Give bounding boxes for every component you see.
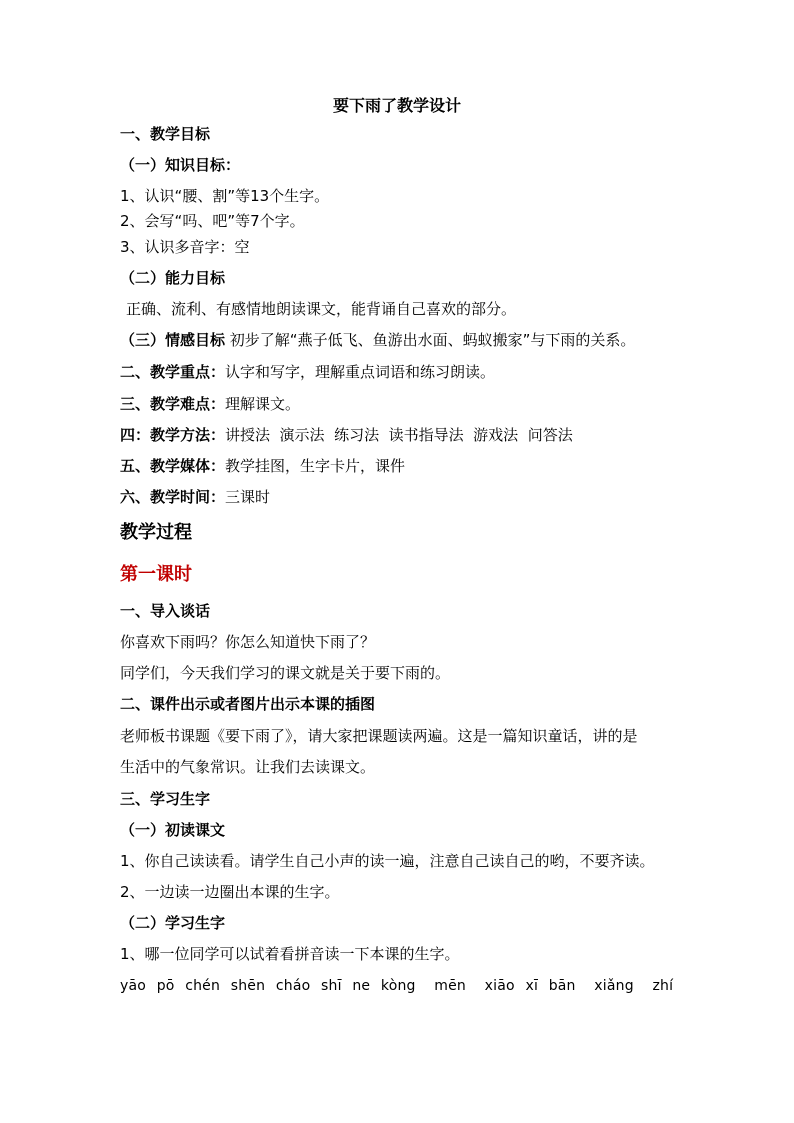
difficulty-text: 理解课文。 bbox=[225, 395, 301, 413]
ability-text: 正确、流利、有感情地朗读课文，能背诵自己喜欢的部分。 bbox=[126, 300, 517, 318]
intro-line-1: 你喜欢下雨吗？你怎么知道快下雨了？ bbox=[120, 633, 376, 651]
key-points-label: 二、教学重点： bbox=[120, 363, 226, 381]
subheading-emotion: （三）情感目标 bbox=[120, 331, 226, 349]
knowledge-item-3: 3、认识多音字：空 bbox=[120, 238, 250, 256]
key-points-line bbox=[120, 362, 495, 382]
illustration-line-2: 生活中的气象常识。让我们去读课文。 bbox=[120, 758, 376, 776]
pinyin-syllable: kòng bbox=[380, 978, 416, 994]
reading-item-2: 2、一边读一边圈出本课的生字。 bbox=[120, 883, 340, 901]
time-line bbox=[120, 487, 270, 507]
subheading-knowledge: （一）知识目标： bbox=[120, 156, 241, 174]
pinyin-syllable: bān bbox=[548, 978, 576, 994]
document-title: 要下雨了教学设计 bbox=[332, 96, 461, 115]
subheading-ability: （二）能力目标 bbox=[120, 269, 226, 287]
methods-label: 四：教学方法： bbox=[120, 426, 226, 444]
knowledge-item-1: 1、认识“腰、割”等13个生字。 bbox=[120, 187, 330, 205]
learn-chars-item-1: 1、哪一位同学可以试着看拼音读一下本课的生字。 bbox=[120, 945, 460, 963]
emotion-text: 初步了解“燕子低飞、鱼游出水面、蚂蚁搬家”与下雨的关系。 bbox=[229, 331, 636, 349]
pinyin-syllable: shī bbox=[321, 978, 342, 994]
time-text: 三课时 bbox=[225, 488, 271, 506]
emotion-goal-line bbox=[120, 330, 635, 350]
learn-chars-heading: 三、学习生字 bbox=[120, 790, 211, 808]
media-line bbox=[120, 456, 405, 476]
media-text: 教学挂图，生字卡片，课件 bbox=[225, 457, 406, 475]
first-reading-subheading: （一）初读课文 bbox=[120, 821, 226, 839]
reading-item-1: 1、你自己读读看。请学生自己小声的读一遍，注意自己读自己的哟，不要齐读。 bbox=[120, 852, 655, 870]
pinyin-syllable: cháo bbox=[275, 978, 311, 994]
methods-text: 讲授法 演示法 练习法 读书指导法 游戏法 问答法 bbox=[225, 426, 573, 444]
pinyin-syllable: ne bbox=[352, 978, 371, 994]
pinyin-syllable: chén bbox=[185, 978, 221, 994]
knowledge-item-2: 2、会写“吗、吧”等7个字。 bbox=[120, 212, 305, 230]
time-label: 六、教学时间： bbox=[120, 488, 226, 506]
pinyin-row bbox=[120, 976, 679, 996]
key-points-text: 认字和写字，理解重点词语和练习朗读。 bbox=[225, 363, 496, 381]
intro-heading: 一、导入谈话 bbox=[120, 602, 211, 620]
difficulty-line bbox=[120, 394, 300, 414]
intro-line-2: 同学们，今天我们学习的课文就是关于要下雨的。 bbox=[120, 664, 451, 682]
pinyin-syllable: pō bbox=[156, 978, 175, 994]
process-heading: 教学过程 bbox=[120, 522, 192, 543]
pinyin-syllable: xī bbox=[525, 978, 539, 994]
media-label: 五、教学媒体： bbox=[120, 457, 226, 475]
pinyin-syllable: xiǎng bbox=[594, 978, 634, 994]
methods-line bbox=[120, 425, 573, 445]
pinyin-syllable: yāo bbox=[120, 978, 147, 994]
illustration-heading: 二、课件出示或者图片出示本课的插图 bbox=[120, 695, 376, 713]
difficulty-label: 三、教学难点： bbox=[120, 395, 226, 413]
pinyin-syllable: shēn bbox=[230, 978, 266, 994]
pinyin-syllable: zhí bbox=[652, 978, 674, 994]
pinyin-syllable: mēn bbox=[434, 978, 467, 994]
lesson-1-heading: 第一课时 bbox=[120, 564, 192, 585]
pinyin-syllable: xiāo bbox=[484, 978, 515, 994]
section-heading-goals: 一、教学目标 bbox=[120, 125, 211, 143]
illustration-line-1: 老师板书课题《要下雨了》，请大家把课题读两遍。这是一篇知识童话，讲的是 bbox=[120, 727, 638, 745]
learn-chars-subheading: （二）学习生字 bbox=[120, 914, 226, 932]
